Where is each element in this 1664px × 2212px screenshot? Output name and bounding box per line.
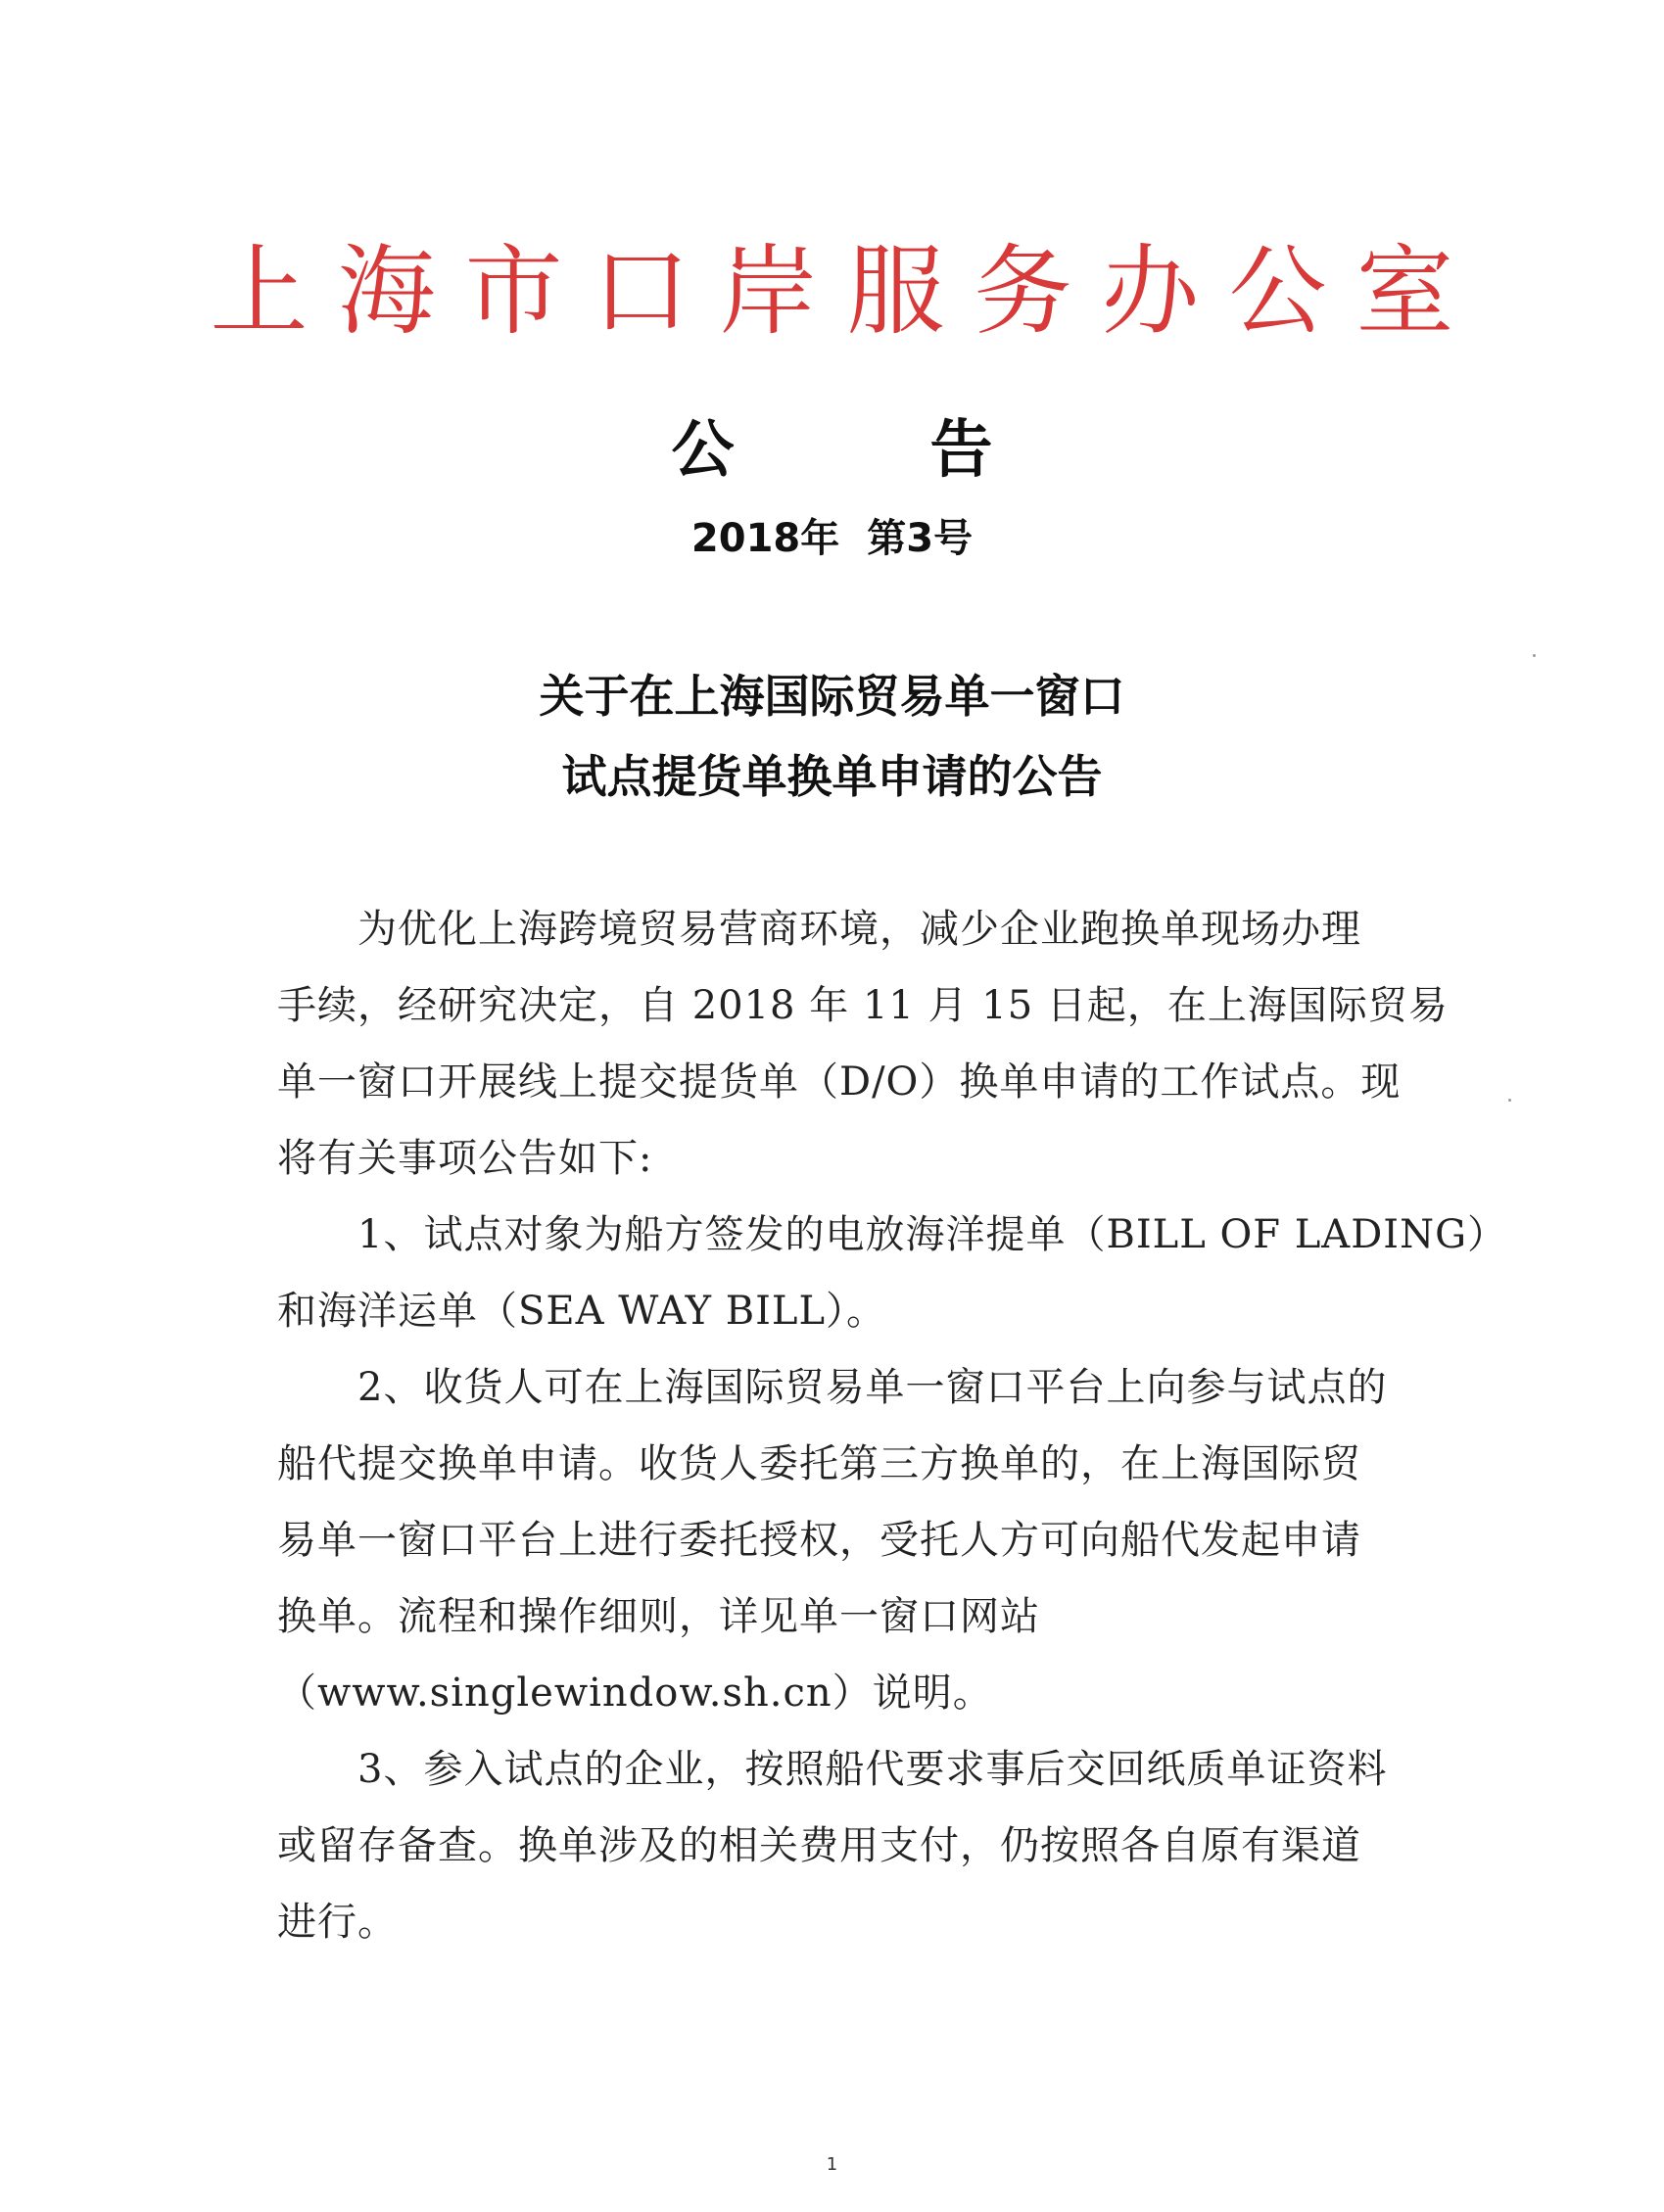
- body-line: 3、参入试点的企业，按照船代要求事后交回纸质单证资料: [357, 1747, 1388, 1792]
- page-number: 1: [826, 2154, 838, 2175]
- body-line: 2、收货人可在上海国际贸易单一窗口平台上向参与试点的: [357, 1365, 1388, 1410]
- body-line: 和海洋运单（SEA WAY BILL）。: [277, 1289, 887, 1334]
- body-line: 船代提交换单申请。收货人委托第三方换单的，在上海国际贸: [277, 1441, 1361, 1486]
- body-line: 单一窗口开展线上提交提货单（D/O）换单申请的工作试点。现: [277, 1059, 1402, 1105]
- notice-title: [0, 656, 1664, 817]
- body-line-url: （www.singlewindow.sh.cn）说明。: [277, 1671, 993, 1716]
- doc-year: 2018年: [690, 516, 840, 561]
- body-line: 1、试点对象为船方签发的电放海洋提单（BILL OF LADING）: [357, 1212, 1508, 1257]
- title-line-2: 试点提货单换单申请的公告: [561, 750, 1103, 803]
- scan-speck: [1533, 654, 1536, 657]
- title-line-1: 关于在上海国际贸易单一窗口: [539, 670, 1125, 723]
- doc-issue-number: 第3号: [867, 516, 974, 561]
- doc-number: [0, 511, 1664, 566]
- body-line: 将有关事项公告如下:: [277, 1136, 653, 1181]
- doc-type-char-2: 告: [929, 414, 993, 487]
- office-letterhead: 上海市口岸服务办公室: [210, 234, 1484, 349]
- scan-speck: [1508, 1099, 1511, 1102]
- notice-body: [277, 891, 1508, 1960]
- body-line: 易单一窗口平台上进行委托授权，受托人方可向船代发起申请: [277, 1518, 1361, 1563]
- body-line: 或留存备查。换单涉及的相关费用支付，仍按照各自原有渠道: [277, 1823, 1361, 1868]
- body-line: 换单。流程和操作细则，详见单一窗口网站: [277, 1594, 1040, 1639]
- doc-type-char-1: 公: [671, 414, 735, 487]
- body-line: 进行。: [277, 1900, 398, 1945]
- body-line: 手续，经研究决定，自 2018 年 11 月 15 日起，在上海国际贸易: [277, 983, 1449, 1028]
- body-line: 为优化上海跨境贸易营商环境，减少企业跑换单现场办理: [357, 907, 1361, 952]
- doc-type-heading: [0, 411, 1664, 490]
